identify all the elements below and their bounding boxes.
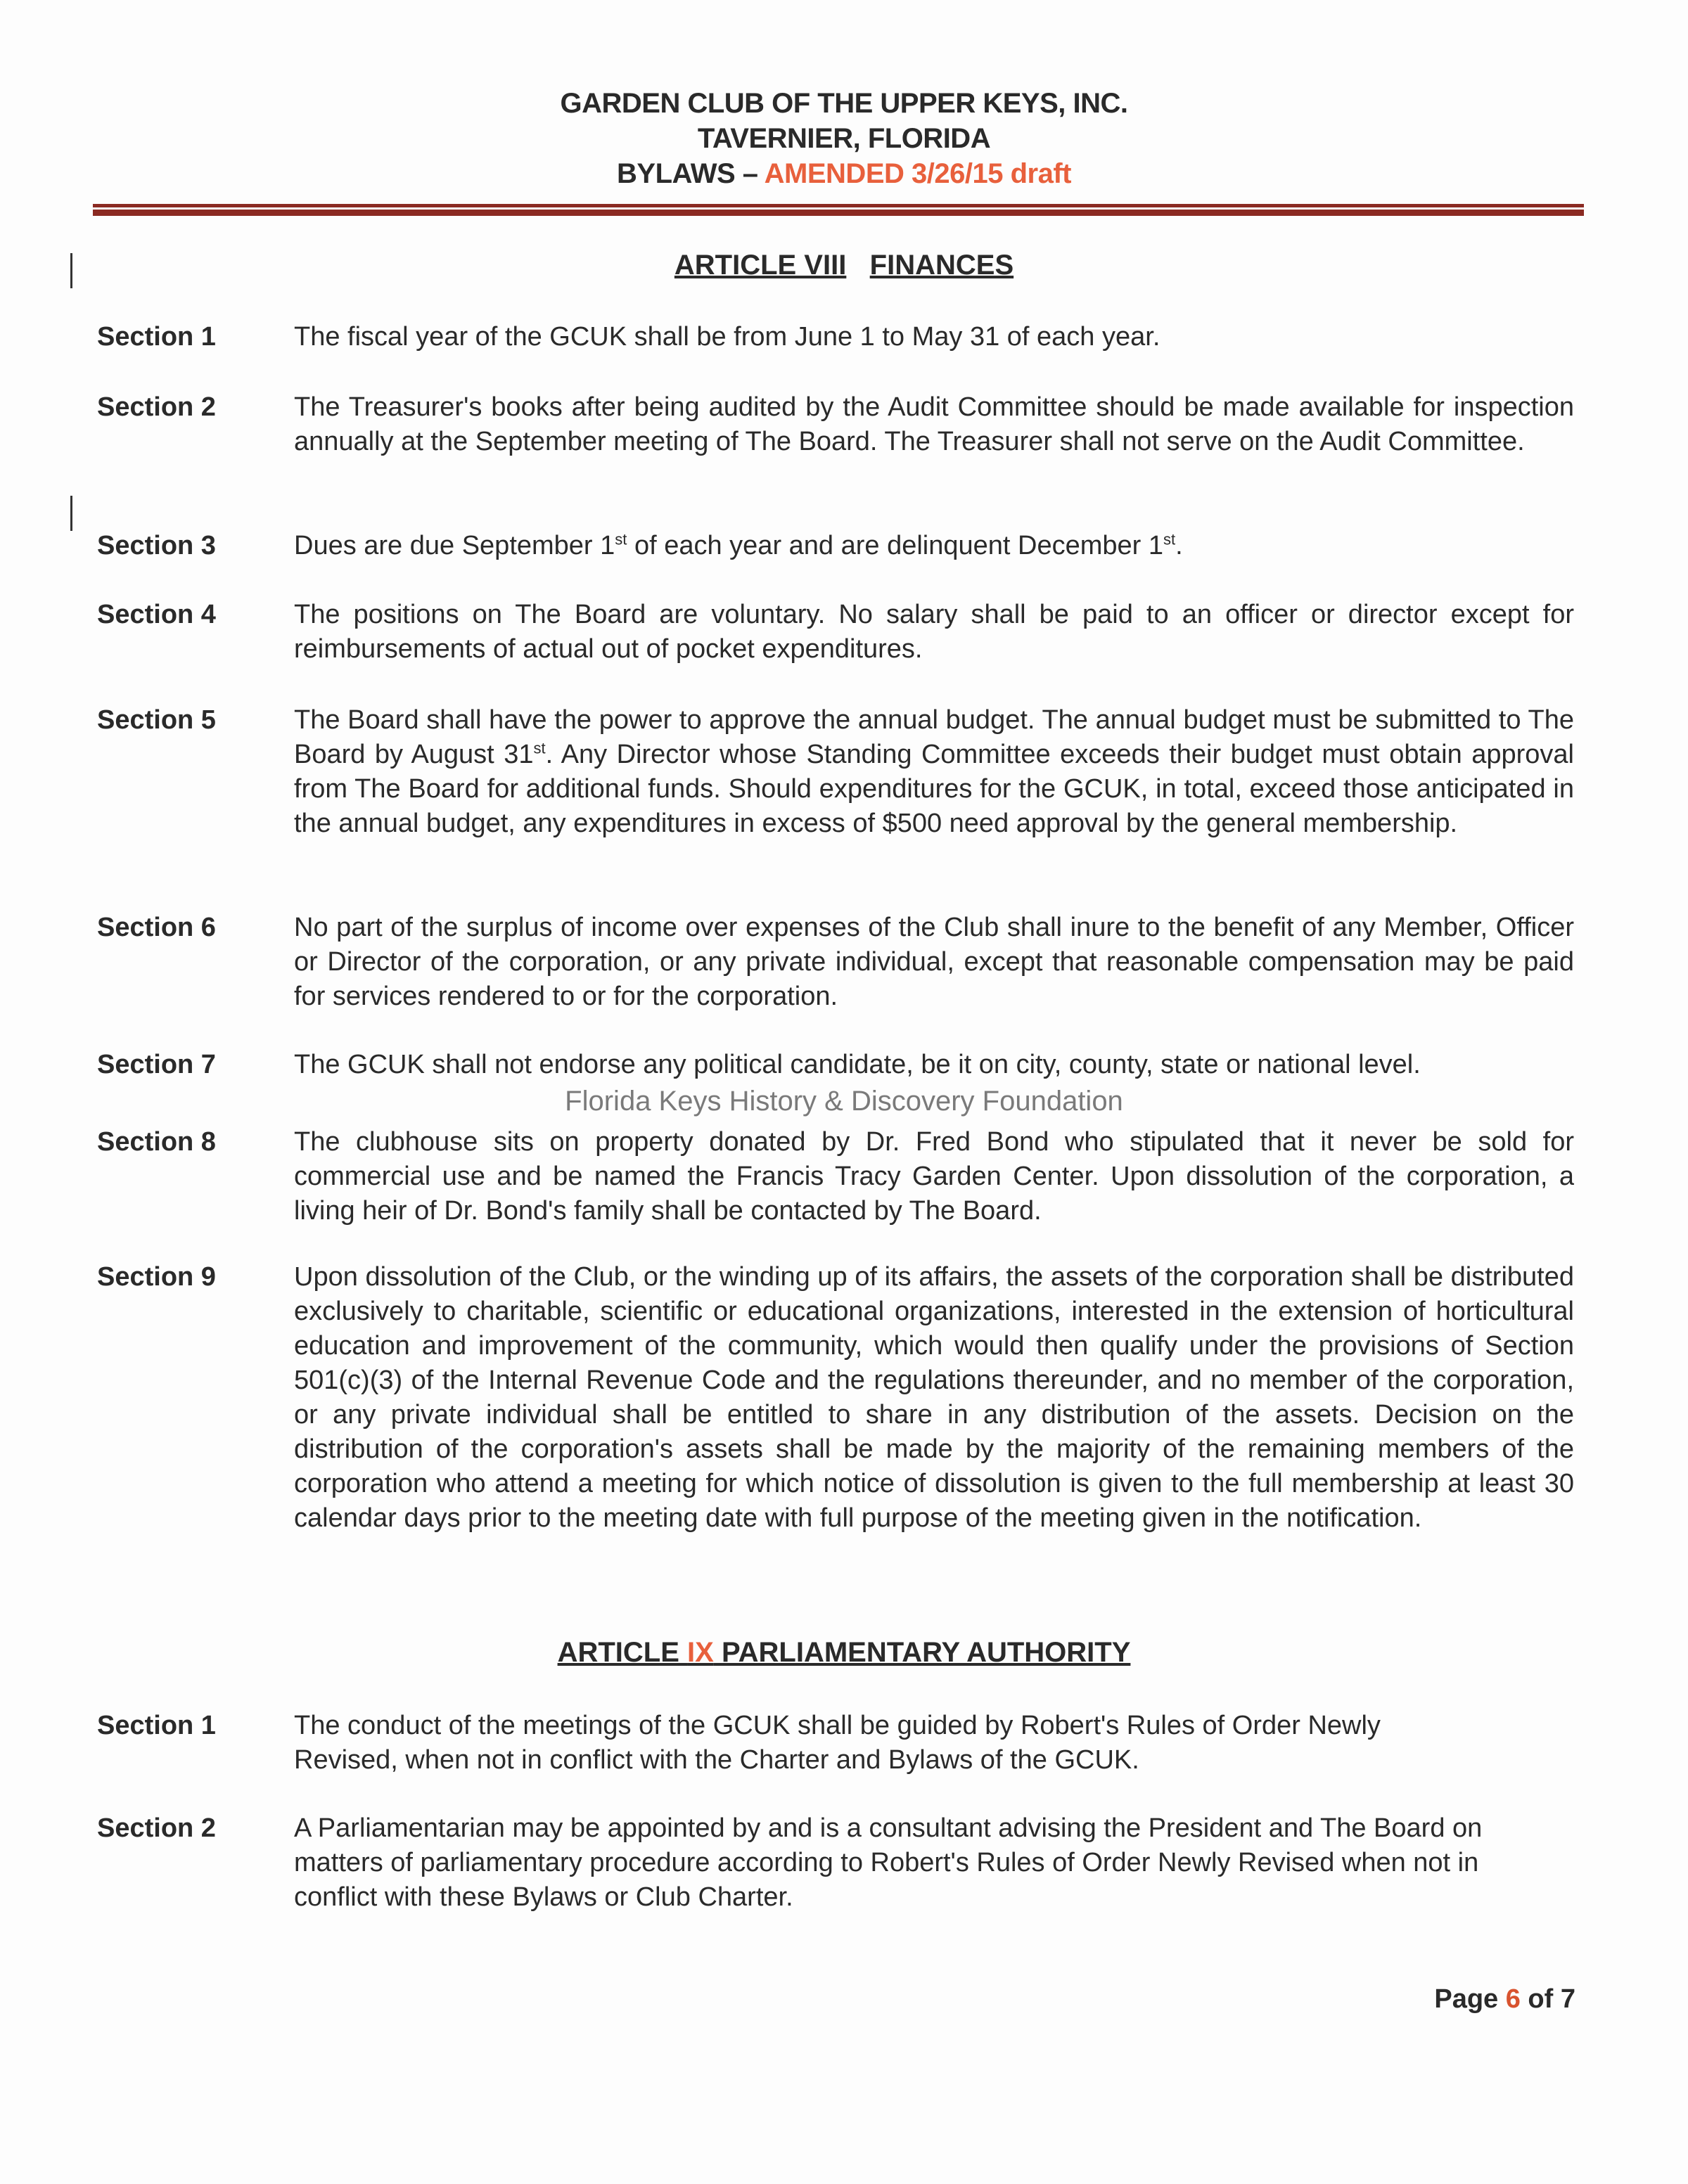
section-label: Section 3 <box>97 531 216 560</box>
section-text: Upon dissolution of the Club, or the winding up of its affairs, the assets of the corporation shall be distributed exclusively to charitable, scientific or educational organizations, interested in the extension of horticultural education and improvement of the community, which would then qualify under the provisions of Section 501(c)(3) of the Internal Revenue Code and the regulations thereunder, and no member of the corporation, or any private individual shall be entitled to share in any distribution of the assets. Decision on the distribution of the corporation's assets shall be made by the majority of the remaining members of the corporation who attend a meeting for which notice of dissolution is given to the full membership at least 30 calendar days prior to the meeting date with full purpose of the meeting given in the notification. <box>294 1262 1574 1533</box>
page-total: of 7 <box>1520 1984 1575 2014</box>
article-8-section-9 <box>97 1260 1574 1536</box>
page-current: 6 <box>1505 1984 1521 2014</box>
section-text: The fiscal year of the GCUK shall be from June 1 to May 31 of each year. <box>294 322 1160 352</box>
section-label: Section 2 <box>97 1813 216 1843</box>
text-run: . Any Director whose Standing Committee exceeds their budget must obtain approval from The Board for additional funds. Should expenditures for the GCUK, in total, exceed those anticipated in the annual budget, any expenditures in excess of $500 need approval by the general membership. <box>294 740 1574 838</box>
header-rule-bottom <box>93 210 1584 216</box>
org-name: GARDEN CLUB OF THE UPPER KEYS, INC. <box>560 88 1128 119</box>
margin-mark <box>70 496 72 531</box>
article-8-section-3 <box>97 529 1574 563</box>
section-label: Section 2 <box>97 392 216 422</box>
article-8-section-1 <box>97 320 1574 354</box>
section-text: The clubhouse sits on property donated by Dr. Fred Bond who stipulated that it never be sold for commercial use and be named the Francis Tracy Garden Center. Upon dissolution of the corporation, a living heir of Dr. Bond's family shall be contacted by The Board. <box>294 1127 1574 1226</box>
superscript: st <box>615 530 627 548</box>
section-label: Section 5 <box>97 705 216 735</box>
article-8-section-7 <box>97 1048 1574 1082</box>
section-text: No part of the surplus of income over expenses of the Club shall inure to the benefit of any Member, Officer or Director of the corporation, or any private individual, except that reasonable compensation may be paid for services rendered to or for the corporation. <box>294 913 1574 1011</box>
section-text <box>294 703 1574 841</box>
article-8-heading <box>0 250 1688 281</box>
section-text: The conduct of the meetings of the GCUK shall be guided by Robert's Rules of Order Newly Revised, when not in conflict with the Charter and Bylaws of the GCUK. <box>294 1711 1381 1775</box>
article-8-section-5 <box>97 703 1574 841</box>
section-label: Section 9 <box>97 1262 216 1292</box>
article-8-number: ARTICLE VIII <box>674 250 847 281</box>
bylaws-label: BYLAWS – <box>617 158 765 189</box>
document-title <box>0 158 1688 190</box>
text-run: of each year and are delinquent December 1 <box>627 531 1164 560</box>
section-text: The Treasurer's books after being audited by the Audit Committee should be made available for inspection annually at the September meeting of The Board. The Treasurer shall not serve on the Audit Committee. <box>294 392 1574 456</box>
section-label: Section 1 <box>97 1711 216 1740</box>
org-location: TAVERNIER, FLORIDA <box>697 123 991 154</box>
text-run: The Board shall have the power to approve the annual budget. The annual budget must be submitted to The Board by August 31 <box>294 705 1574 769</box>
article-8-section-6 <box>97 911 1574 1014</box>
watermark: Florida Keys History & Discovery Foundation <box>565 1086 1123 1117</box>
superscript: st <box>533 739 546 757</box>
article-9-section-2 <box>97 1811 1574 1915</box>
text-run: Dues are due September 1 <box>294 531 615 560</box>
superscript: st <box>1163 530 1176 548</box>
section-text <box>294 529 1574 563</box>
article-9-section-1 <box>97 1709 1574 1778</box>
article-9-heading <box>0 1637 1688 1669</box>
section-text: The GCUK shall not endorse any political candidate, be it on city, county, state or national level. <box>294 1050 1421 1079</box>
article-9-prefix: ARTICLE <box>557 1637 688 1668</box>
article-9-name: PARLIAMENTARY AUTHORITY <box>713 1637 1131 1668</box>
text-run: . <box>1175 531 1183 560</box>
section-label: Section 1 <box>97 322 216 352</box>
article-8-section-8 <box>97 1125 1574 1228</box>
section-label: Section 8 <box>97 1127 216 1157</box>
page-number <box>1434 1984 1575 2015</box>
section-text: A Parliamentarian may be appointed by and is a consultant advising the President and The Board on matters of parliamentary procedure according to Robert's Rules of Order Newly Revised when not in conflict with these Bylaws or Club Charter. <box>294 1813 1483 1912</box>
article-8-section-2 <box>97 390 1574 459</box>
amended-label: AMENDED 3/26/15 draft <box>764 158 1071 189</box>
section-label: Section 6 <box>97 913 216 942</box>
section-label: Section 7 <box>97 1050 216 1079</box>
section-label: Section 4 <box>97 600 216 629</box>
header-rule-top <box>93 204 1584 207</box>
article-8-section-4 <box>97 598 1574 667</box>
article-8-name: FINANCES <box>869 250 1014 281</box>
page-prefix: Page <box>1434 1984 1506 2014</box>
article-9-number: IX <box>687 1637 714 1668</box>
section-text: The positions on The Board are voluntary. No salary shall be paid to an officer or director except for reimbursements of actual out of pocket expenditures. <box>294 600 1574 664</box>
